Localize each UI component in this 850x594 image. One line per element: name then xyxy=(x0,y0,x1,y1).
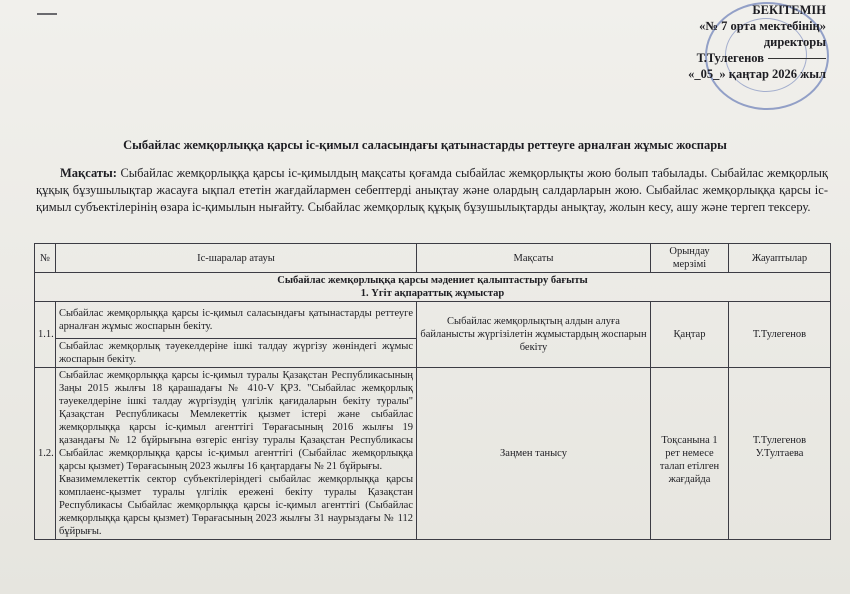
header-activity: Іс-шаралар атауы xyxy=(56,244,417,273)
section-subtitle: 1. Үгіт ақпараттық жұмыстар xyxy=(360,288,505,299)
header-number: № xyxy=(35,244,56,273)
header-responsible: Жауаптылар xyxy=(729,244,831,273)
purpose-paragraph xyxy=(36,165,828,216)
top-mark xyxy=(37,13,57,15)
purpose-text: Сыбайлас жемқорлыққа қарсы іс-қимылдың мақсаты қоғамда сыбайлас жемқорлықты жою болып табылады. Сыбайлас жемқорлық құқық бұзушылықтар жасауға ықпал ететін жағдайлармен себептерді анықтау және олардың салдарларын жою. Сыбайлас жемқорлыққа қарсы іс-қимыл субъектілерінің өзара іс-қимылын нығайту. Сыбайлас жемқорлық құқық бұзушылықтарды анықтау, жолын кесу, ашу және тергеп тексеру. xyxy=(36,166,829,214)
table-row xyxy=(35,368,831,540)
row-activity: Сыбайлас жемқорлыққа қарсы іс-қимыл туралы Қазақстан Республикасының Заңы 2015 жылғы 18 қарашадағы № 410-V ҚРЗ. "Сыбайлас жемқорлық тәуекелдеріне ішкі талдау жүргізудің үлгілік қағидаларын бекіту туралы" Қазақстан Республикасы Мемлекеттік қызмет істері және сыбайлас жемқорлыққа қарсы іс-қимыл агенттігі Төрағасының 2016 жылғы 19 қазандағы № 12 бұйрығына өзгеріс енгізу туралы Қазақстан Республикасы Сыбайлас жемқорлыққа қарсы іс-қимыл агенттігі (Сыбайлас жемқорлыққа қарсы қызмет) Төрағасының 2023 жылғы 16 қаңтардағы № 21 бұйрығы. Квазимемлекеттік сектор субъектілеріндегі сыбайлас жемқорлыққа қарсы комплаенс-қызмет туралы үлгілік ережені бекіту туралы Қазақстан Республикасы Сыбайлас жемқорлыққа қарсы іс-қимыл агенттігі (Сыбайлас жемқорлыққа қарсы қызмет) Төрағасының 2023 жылғы 31 наурыздағы № 112 бұйрығы. xyxy=(56,368,417,540)
approval-position: директоры xyxy=(763,35,826,49)
approval-date: «_05_» қаңтар 2026 жыл xyxy=(688,67,826,81)
section-row xyxy=(35,273,831,302)
section-heading xyxy=(35,273,831,302)
approval-signatory: Т.Тулегенов xyxy=(496,50,826,66)
approval-heading: БЕКІТЕМІН xyxy=(752,3,826,17)
header-goal: Мақсаты xyxy=(417,244,651,273)
row-activity: Сыбайлас жемқорлыққа қарсы іс-қимыл саласындағы қатынастарды реттеуге арналған жұмыс жоспарын бекіту. xyxy=(56,302,417,339)
signature-line xyxy=(768,58,826,59)
approval-block xyxy=(496,2,826,82)
plan-table xyxy=(34,243,831,540)
table-header-row xyxy=(35,244,831,273)
row-number: 1.2. xyxy=(35,368,56,540)
row-responsible: Т.Тулегенов xyxy=(729,302,831,368)
row-activity: Сыбайлас жемқорлық тәуекелдеріне ішкі талдау жүргізу жөніндегі жұмыс жоспарын бекіту. xyxy=(56,339,417,368)
section-direction: Сыбайлас жемқорлыққа қарсы мәдениет қалыптастыру бағыты xyxy=(277,275,588,286)
row-number: 1.1. xyxy=(35,302,56,368)
approval-school: «№ 7 орта мектебінің» xyxy=(699,19,826,33)
row-goal: Сыбайлас жемқорлықтың алдын алуға байланысты жүргізілетін жұмыстардың жоспарын бекіту xyxy=(417,302,651,368)
header-deadline: Орындау мерзімі xyxy=(651,244,729,273)
row-responsible: Т.Тулегенов У.Тултаева xyxy=(729,368,831,540)
row-deadline: Қаңтар xyxy=(651,302,729,368)
document-title: Сыбайлас жемқорлыққа қарсы іс-қимыл саласындағы қатынастарды реттеуге арналған жұмыс жоспары xyxy=(123,138,727,152)
row-goal: Заңмен танысу xyxy=(417,368,651,540)
table-row xyxy=(35,302,831,339)
purpose-label: Мақсаты: xyxy=(60,166,117,180)
row-deadline: Тоқсанына 1 рет немесе талап етілген жағдайда xyxy=(651,368,729,540)
